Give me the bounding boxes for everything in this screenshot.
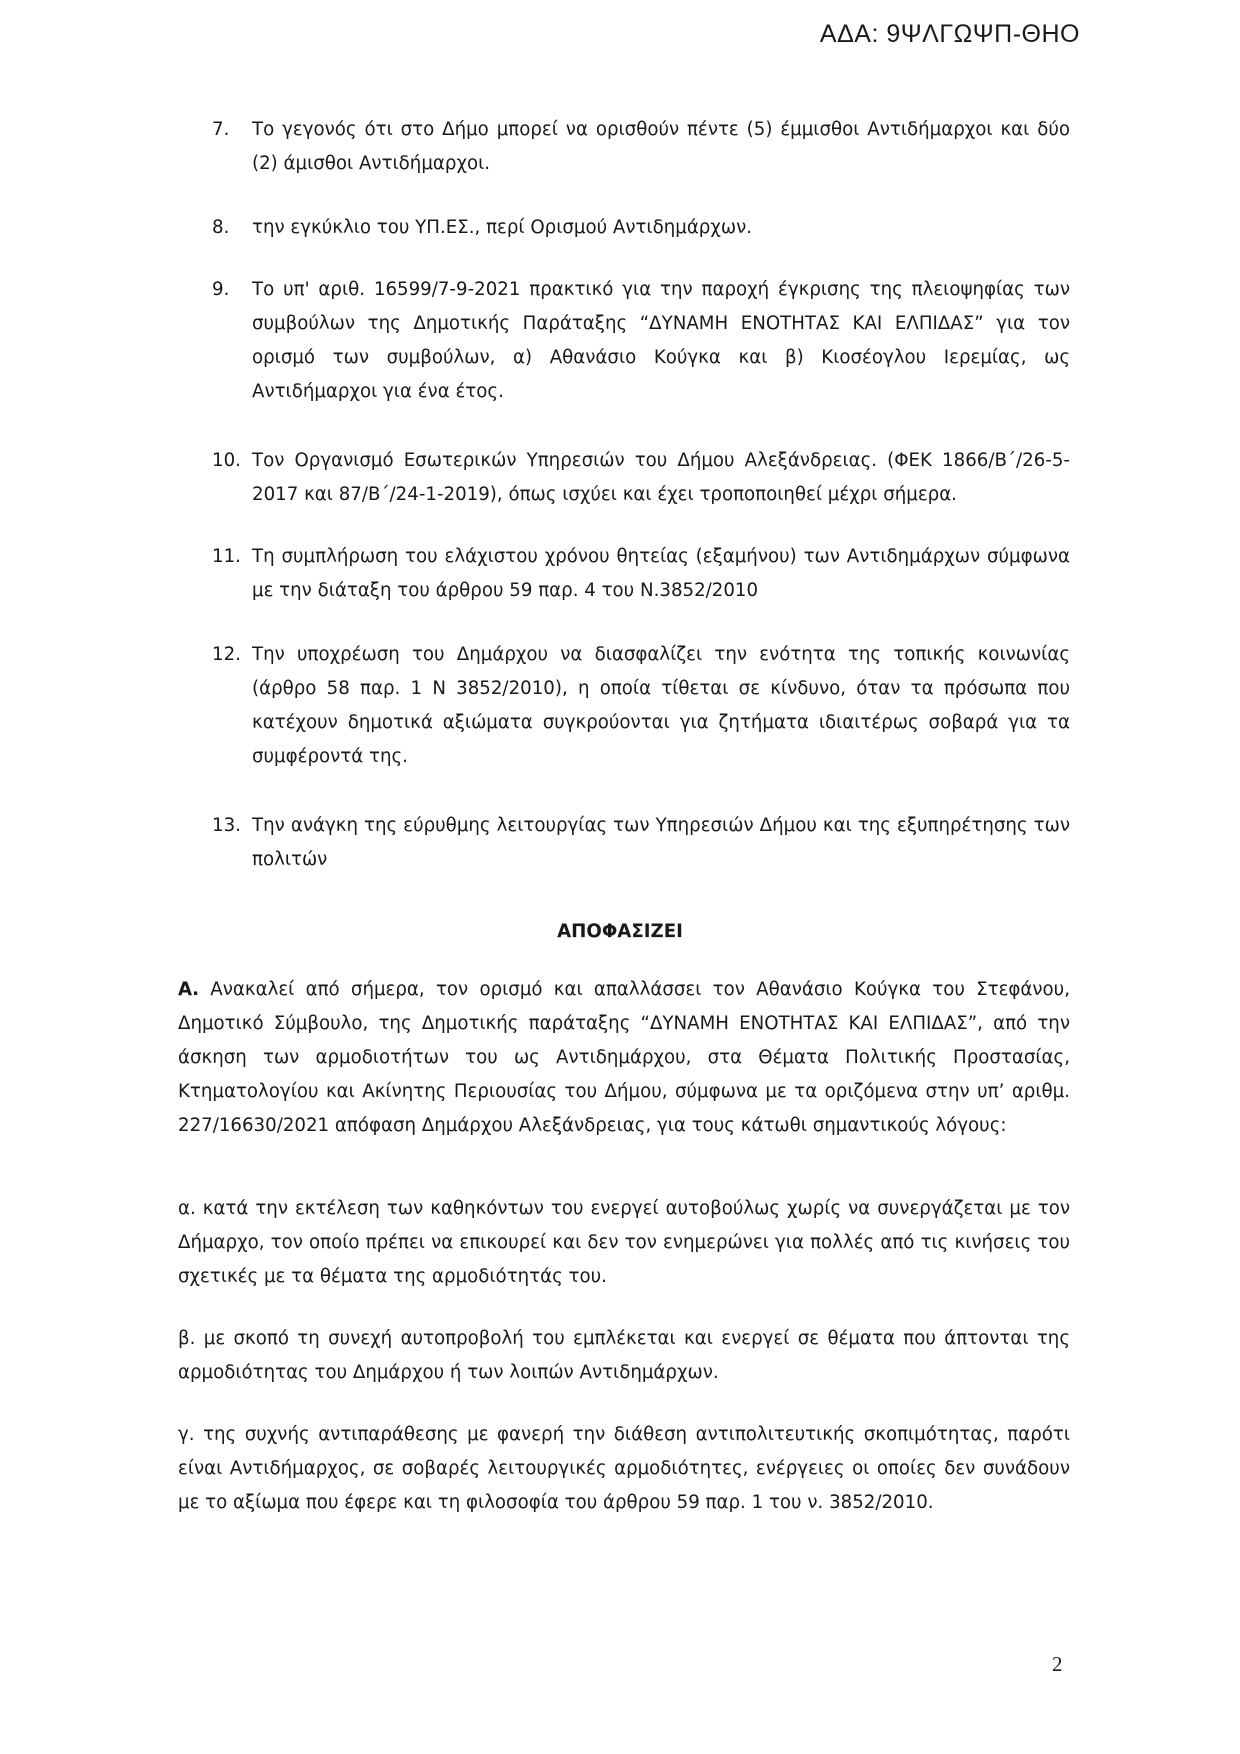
- list-item-number: 11.: [212, 546, 241, 567]
- list-item-number: 8.: [212, 217, 230, 238]
- paragraph-gamma: [178, 1418, 1070, 1520]
- paragraph-text: γ. της συχνής αντιπαράθεσης με φανερή την διάθεση αντιπολιτευτικής σκοπιμότητας, παρότι είναι Αντιδήμαρχος, σε σοβαρές λειτουργικές αρμοδιότητες, ενέργειες οι οποίες δεν συνάδουν με το αξίωμα που έφερε και τη φιλοσοφία του άρθρου 59 παρ. 1 του ν. 3852/2010.: [178, 1424, 1070, 1513]
- paragraph-text: α. κατά την εκτέλεση των καθηκόντων του ενεργεί αυτοβούλως χωρίς να συνεργάζεται με τον Δήμαρχο, τον οποίο πρέπει να επικουρεί και δεν τον ενημερώνει για πολλές από τις κινήσεις του σχετικές με τα θέματα της αρμοδιότητάς του.: [178, 1198, 1070, 1287]
- list-item-text: Την ανάγκη της εύρυθμης λειτουργίας των Υπηρεσιών Δήμου και της εξυπηρέτησης των πολιτών: [252, 815, 1070, 870]
- list-item-text: Τον Οργανισμό Εσωτερικών Υπηρεσιών του Δήμου Αλεξάνδρειας. (ΦΕΚ 1866/Β΄/26-5-2017 και 87/Β΄/24-1-2019), όπως ισχύει και έχει τροποποιηθεί μέχρι σήμερα.: [252, 450, 1070, 505]
- list-item-11: [212, 540, 1070, 608]
- paragraph-beta: [178, 1322, 1070, 1390]
- list-item-number: 9.: [212, 279, 230, 300]
- decision-heading: ΑΠΟΦΑΣΙΖΕΙ: [557, 921, 683, 942]
- list-item-text: την εγκύκλιο του ΥΠ.ΕΣ., περί Ορισμού Αντιδημάρχων.: [252, 217, 753, 238]
- list-item-number: 13.: [212, 815, 241, 836]
- list-item-12: [212, 638, 1070, 774]
- page-number: 2: [1052, 1652, 1063, 1676]
- paragraph-text: β. με σκοπό τη συνεχή αυτοπροβολή του εμπλέκεται και ενεργεί σε θέματα που άπτονται της αρμοδιότητας του Δημάρχου ή των λοιπών Αντιδημάρχων.: [178, 1328, 1070, 1383]
- list-item-text: Το γεγονός ότι στο Δήμο μπορεί να ορισθούν πέντε (5) έμμισθοι Αντιδήμαρχοι και δύο (2) άμισθοι Αντιδήμαρχοι.: [252, 119, 1070, 174]
- list-item-10: [212, 444, 1070, 512]
- ada-code: ΑΔΑ: 9ΨΛΓΩΨΠ-ΘΗΟ: [819, 20, 1080, 48]
- list-item-text: Το υπ' αριθ. 16599/7-9-2021 πρακτικό για την παροχή έγκρισης της πλειοψηφίας των συμβούλων της Δημοτικής Παράταξης “ΔΥΝΑΜΗ ΕΝΟΤΗΤΑΣ ΚΑΙ ΕΛΠΙΔΑΣ” για τον ορισμό των συμβούλων, α) Αθανάσιο Κούγκα και β) Κιοσέογλου Ιερεμίας, ως Αντιδήμαρχοι για ένα έτος.: [252, 279, 1070, 402]
- list-item-7: [212, 113, 1070, 181]
- list-item-number: 10.: [212, 450, 241, 471]
- paragraph-text: Ανακαλεί από σήμερα, τον ορισμό και απαλλάσσει τον Αθανάσιο Κούγκα του Στεφάνου, Δημοτικό Σύμβουλο, της Δημοτικής παράταξης “ΔΥΝΑΜΗ ΕΝΟΤΗΤΑΣ ΚΑΙ ΕΛΠΙΔΑΣ”, από την άσκηση των αρμοδιοτήτων του ως Αντιδημάρχου, στα Θέματα Πολιτικής Προστασίας, Κτηματολογίου και Ακίνητης Περιουσίας του Δήμου, σύμφωνα με τα οριζόμενα στην υπ’ αριθμ. 227/16630/2021 απόφαση Δημάρχου Αλεξάνδρειας, για τους κάτωθι σημαντικούς λόγους:: [178, 979, 1070, 1136]
- paragraph-alpha: [178, 1192, 1070, 1294]
- list-item-number: 12.: [212, 644, 241, 665]
- list-item-text: Τη συμπλήρωση του ελάχιστου χρόνου θητείας (εξαμήνου) των Αντιδημάρχων σύμφωνα με την διάταξη του άρθρου 59 παρ. 4 του Ν.3852/2010: [252, 546, 1070, 601]
- list-item-13: [212, 809, 1070, 877]
- list-item-8: [212, 211, 1070, 245]
- list-item-number: 7.: [212, 119, 230, 140]
- list-item-text: Την υποχρέωση του Δημάρχου να διασφαλίζει την ενότητα της τοπικής κοινωνίας (άρθρο 58 παρ. 1 Ν 3852/2010), η οποία τίθεται σε κίνδυνο, όταν τα πρόσωπα που κατέχουν δημοτικά αξιώματα συγκρούονται για ζητήματα ιδιαιτέρως σοβαρά για τα συμφέροντά της.: [252, 644, 1070, 767]
- paragraph-lead: Α.: [178, 979, 199, 1000]
- list-item-9: [212, 273, 1070, 409]
- paragraph-a: [178, 973, 1070, 1143]
